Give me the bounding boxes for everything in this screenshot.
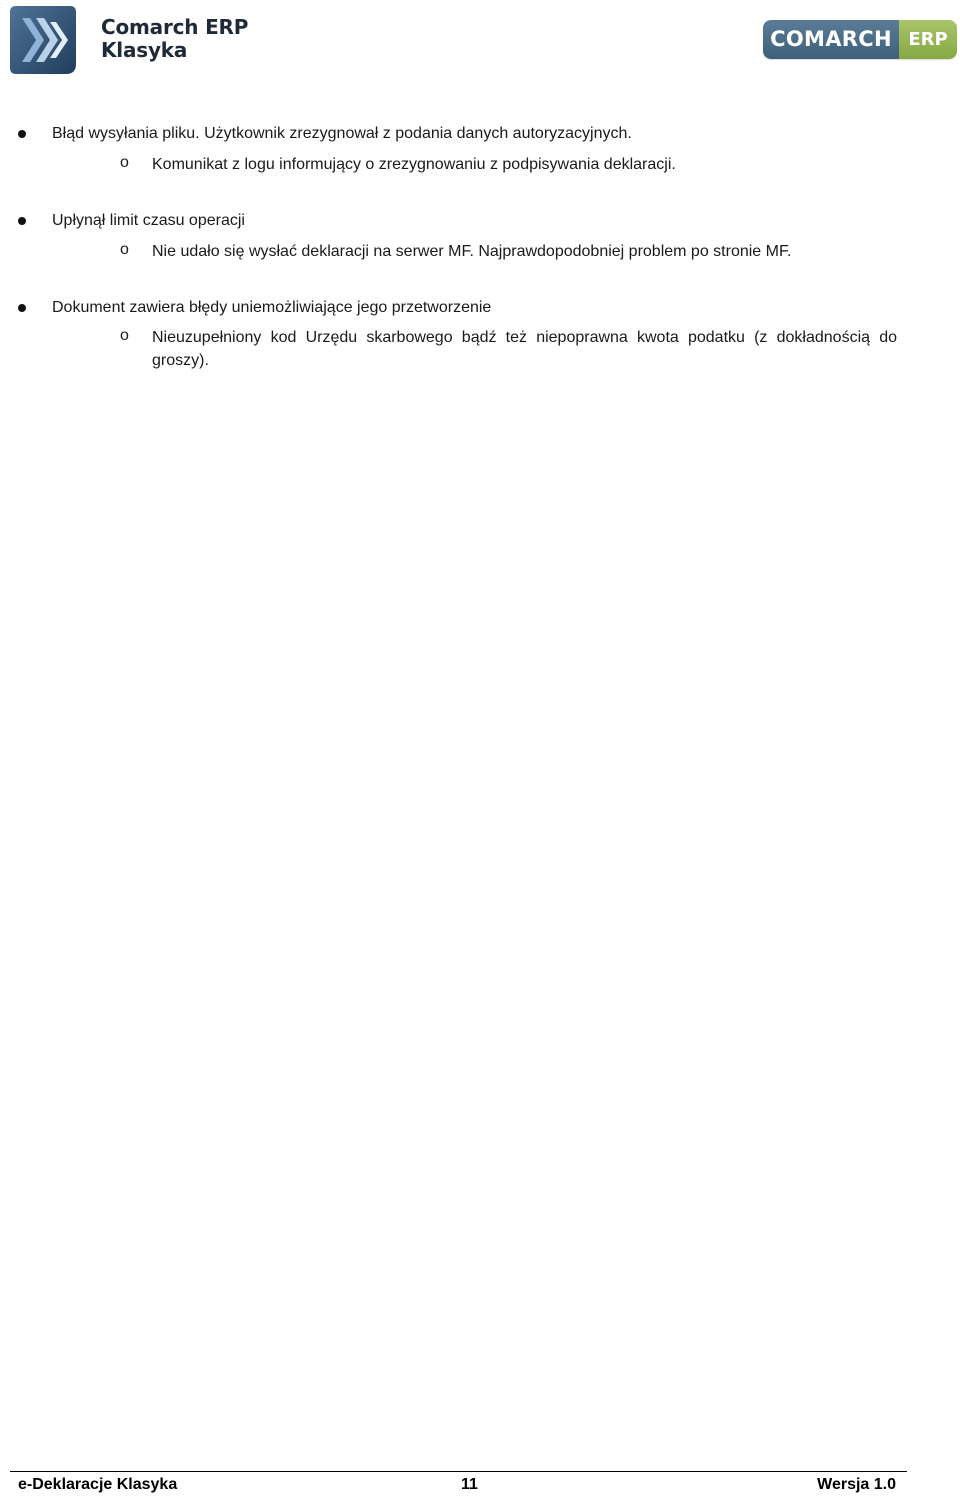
bullet-icon <box>18 304 26 312</box>
product-name-line2: Klasyka <box>101 38 188 62</box>
sub-list-item-text: Nieuzupełniony kod Urzędu skarbowego bądź też niepoprawna kwota podatku (z dokładnością do groszy). <box>152 329 897 369</box>
comarch-erp-brand-logo <box>763 20 957 59</box>
list-item-text: Upłynął limit czasu operacji <box>52 212 245 229</box>
product-name <box>101 16 248 62</box>
sub-list-item-text: Komunikat z logu informujący o zrezygnowaniu z podpisywania deklaracji. <box>152 156 676 173</box>
list-item <box>0 124 960 148</box>
page-header <box>0 0 960 90</box>
bullet-icon <box>18 130 26 138</box>
bullet-icon <box>18 217 26 225</box>
footer-version: Wersja 1.0 <box>817 1476 896 1493</box>
sub-bullet-marker: o <box>120 327 129 344</box>
comarch-erp-logo-icon <box>6 4 78 76</box>
list-item <box>0 211 960 235</box>
sub-list-item-text: Nie udało się wysłać deklaracji na serwer MF. Najprawdopodobniej problem po stronie MF. <box>152 243 792 260</box>
sub-bullet-marker: o <box>120 241 129 258</box>
footer-page-number: 11 <box>461 1476 478 1493</box>
sub-bullet-marker: o <box>120 154 129 171</box>
list-item-text: Błąd wysyłania pliku. Użytkownik zrezygnował z podania danych autoryzacyjnych. <box>52 125 632 142</box>
list-item-text: Dokument zawiera błędy uniemożliwiające jego przetworzenie <box>52 299 492 316</box>
list-item <box>0 298 960 322</box>
brand-badge-comarch: COMARCH <box>763 20 899 59</box>
page-footer <box>0 1475 960 1495</box>
brand-badge-erp: ERP <box>899 20 957 59</box>
footer-divider <box>10 1471 907 1472</box>
product-name-line1: Comarch ERP <box>101 15 249 39</box>
footer-document-title: e-Deklaracje Klasyka <box>18 1476 178 1493</box>
